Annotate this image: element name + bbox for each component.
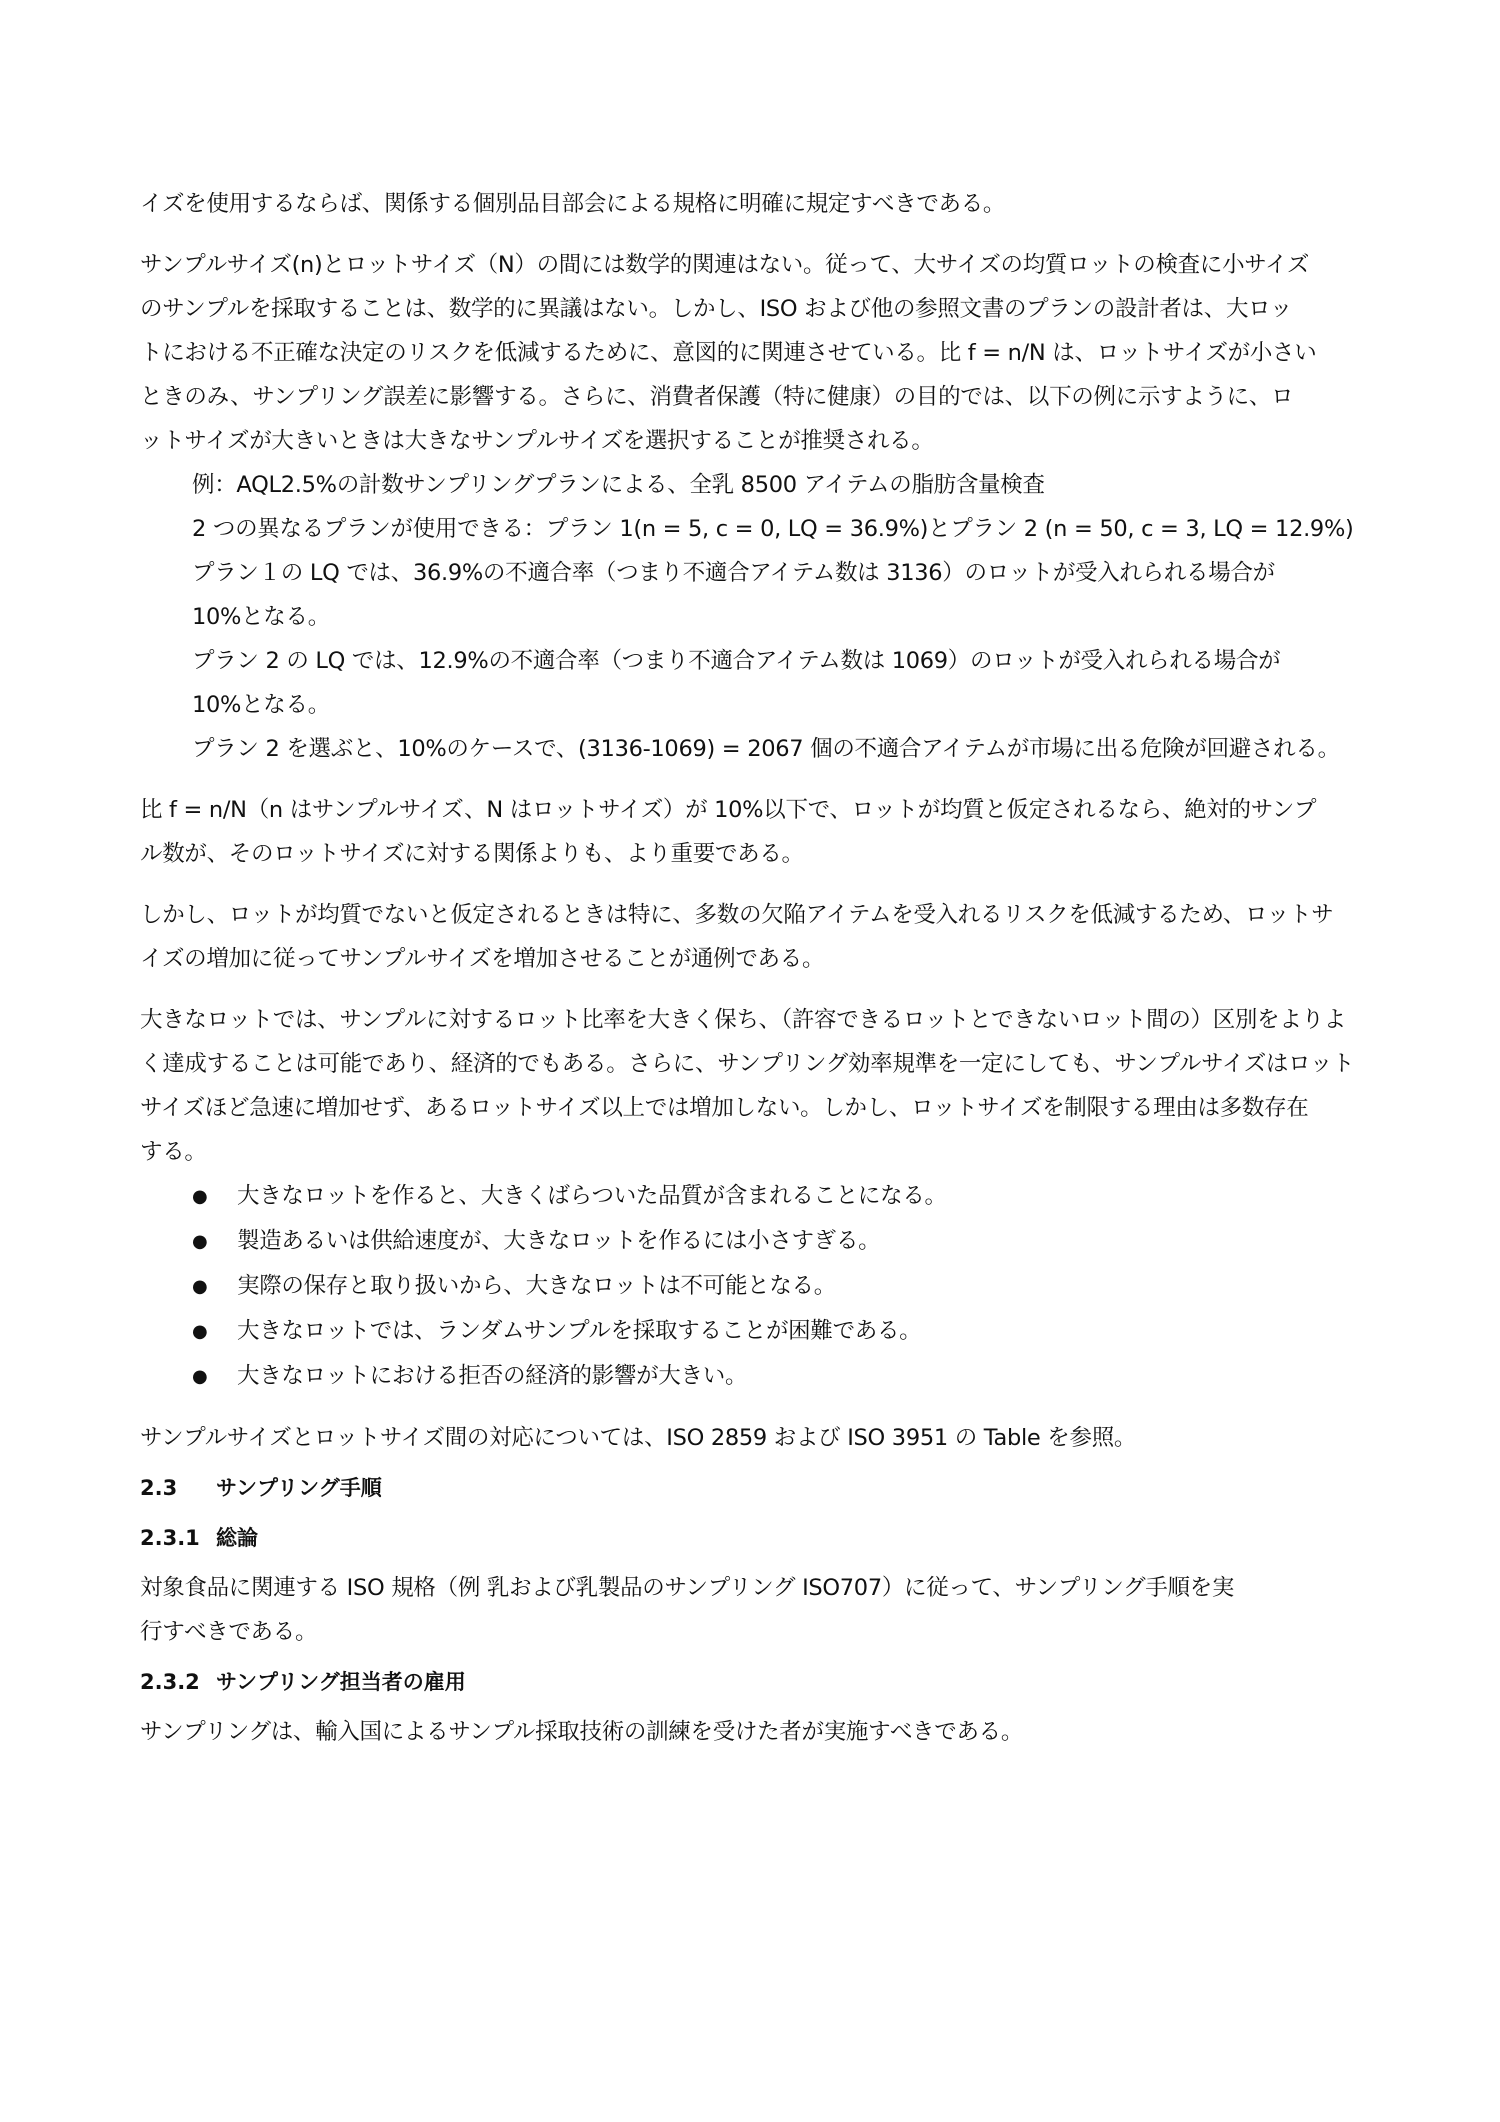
example-line: 10%となる。 bbox=[192, 604, 330, 630]
example-line: プラン 2 の LQ では、12.9%の不適合率（つまり不適合アイテム数は 1069）のロットが受入れられる場合が bbox=[192, 648, 1281, 674]
list-item bbox=[140, 1354, 1380, 1399]
example-line: 例：AQL2.5%の計数サンプリングプランによる、全乳 8500 アイテムの脂肪含量検査 bbox=[192, 472, 1045, 498]
text-line: のサンプルを採取することは、数学的に異議はない。しかし、ISO および他の参照文書のプランの設計者は、大ロッ bbox=[140, 296, 1293, 322]
list-item bbox=[140, 1264, 1380, 1309]
paragraph-table-reference: サンプルサイズとロットサイズ間の対応については、ISO 2859 および ISO 3951 の Table を参照。 bbox=[140, 1425, 1137, 1451]
section-title: サンプリング担当者の雇用 bbox=[216, 1670, 466, 1694]
section-heading-2-3-1 bbox=[140, 1516, 1380, 1560]
list-item bbox=[140, 1309, 1380, 1354]
list-item-text: 大きなロットにおける拒否の経済的影響が大きい。 bbox=[237, 1363, 748, 1389]
example-line: プラン 2 を選ぶと、10%のケースで、(3136-1069) = 2067 個の不適合アイテムが市場に出る危険が回避される。 bbox=[192, 736, 1340, 762]
text-line: 行すべきである。 bbox=[140, 1619, 318, 1645]
text-line: トにおける不正確な決定のリスクを低減するために、意図的に関連させている。比 f = n/N は、ロットサイズが小さい bbox=[140, 340, 1317, 366]
text-line: イズの増加に従ってサンプルサイズを増加させることが通例である。 bbox=[140, 946, 825, 972]
text-line: サイズほど急速に増加せず、あるロットサイズ以上では増加しない。しかし、ロットサイズを制限する理由は多数存在 bbox=[140, 1095, 1309, 1121]
paragraph-continuation: イズを使用するならば、関係する個別品目部会による規格に明確に規定すべきである。 bbox=[140, 191, 1006, 217]
example-block bbox=[140, 463, 1380, 771]
bullet-list bbox=[140, 1174, 1380, 1399]
example-line: 10%となる。 bbox=[192, 692, 330, 718]
bullet-icon: ● bbox=[192, 1186, 208, 1207]
paragraph-nonhomogeneous bbox=[140, 893, 1380, 981]
paragraph-sample-lot-relation bbox=[140, 243, 1380, 463]
list-item bbox=[140, 1174, 1380, 1219]
example-line: プラン１の LQ では、36.9%の不適合率（つまり不適合アイテム数は 3136）のロットが受入れられる場合が bbox=[192, 560, 1275, 586]
section-number: 2.3.1 bbox=[140, 1526, 200, 1550]
text-line: する。 bbox=[140, 1139, 207, 1165]
paragraph-large-lots bbox=[140, 998, 1380, 1174]
example-line: 2 つの異なるプランが使用できる：プラン 1(n = 5, c = 0, LQ = 36.9%)とプラン 2 (n = 50, c = 3, LQ = 12.9%) bbox=[192, 516, 1354, 542]
text-line: ル数が、そのロットサイズに対する関係よりも、より重要である。 bbox=[140, 841, 804, 867]
section-number: 2.3 bbox=[140, 1476, 178, 1500]
text-line: ときのみ、サンプリング誤差に影響する。さらに、消費者保護（特に健康）の目的では、以下の例に示すように、ロ bbox=[140, 384, 1294, 410]
paragraph-ratio bbox=[140, 788, 1380, 876]
list-item bbox=[140, 1219, 1380, 1264]
text-line: 大きなロットでは、サンプルに対するロット比率を大きく保ち、（許容できるロットとできないロット間の）区別をよりよ bbox=[140, 1007, 1346, 1033]
text-line: しかし、ロットが均質でないと仮定されるときは特に、多数の欠陥アイテムを受入れるリスクを低減するため、ロットサ bbox=[140, 902, 1334, 928]
bullet-icon: ● bbox=[192, 1231, 208, 1252]
bullet-icon: ● bbox=[192, 1321, 208, 1342]
text-line: く達成することは可能であり、経済的でもある。さらに、サンプリング効率規準を一定にしても、サンプルサイズはロット bbox=[140, 1051, 1355, 1077]
list-item-text: 大きなロットでは、ランダムサンプルを採取することが困難である。 bbox=[237, 1318, 922, 1344]
bullet-icon: ● bbox=[192, 1276, 208, 1297]
section-number: 2.3.2 bbox=[140, 1670, 200, 1694]
text-line: 比 f = n/N（n はサンプルサイズ、N はロットサイズ）が 10%以下で、ロットが均質と仮定されるなら、絶対的サンプ bbox=[140, 797, 1317, 823]
bullet-icon: ● bbox=[192, 1366, 208, 1387]
text-line: サンプルサイズ(n)とロットサイズ（N）の間には数学的関連はない。従って、大サイズの均質ロットの検査に小サイズ bbox=[140, 252, 1310, 278]
paragraph-sampling-personnel: サンプリングは、輸入国によるサンプル採取技術の訓練を受けた者が実施すべきである。 bbox=[140, 1719, 1024, 1745]
document-page bbox=[140, 182, 1380, 1754]
list-item-text: 大きなロットを作ると、大きくばらついた品質が含まれることになる。 bbox=[237, 1183, 947, 1209]
text-line: 対象食品に関連する ISO 規格（例 乳および乳製品のサンプリング ISO707）に従って、サンプリング手順を実 bbox=[140, 1575, 1235, 1601]
section-title: サンプリング手順 bbox=[216, 1476, 382, 1500]
text-line: ットサイズが大きいときは大きなサンプルサイズを選択することが推奨される。 bbox=[140, 428, 934, 454]
list-item-text: 製造あるいは供給速度が、大きなロットを作るには小さすぎる。 bbox=[237, 1228, 881, 1254]
section-heading-2-3 bbox=[140, 1466, 1380, 1510]
section-heading-2-3-2 bbox=[140, 1660, 1380, 1704]
section-title: 総論 bbox=[216, 1526, 258, 1550]
paragraph-general bbox=[140, 1566, 1380, 1654]
list-item-text: 実際の保存と取り扱いから、大きなロットは不可能となる。 bbox=[237, 1273, 836, 1299]
